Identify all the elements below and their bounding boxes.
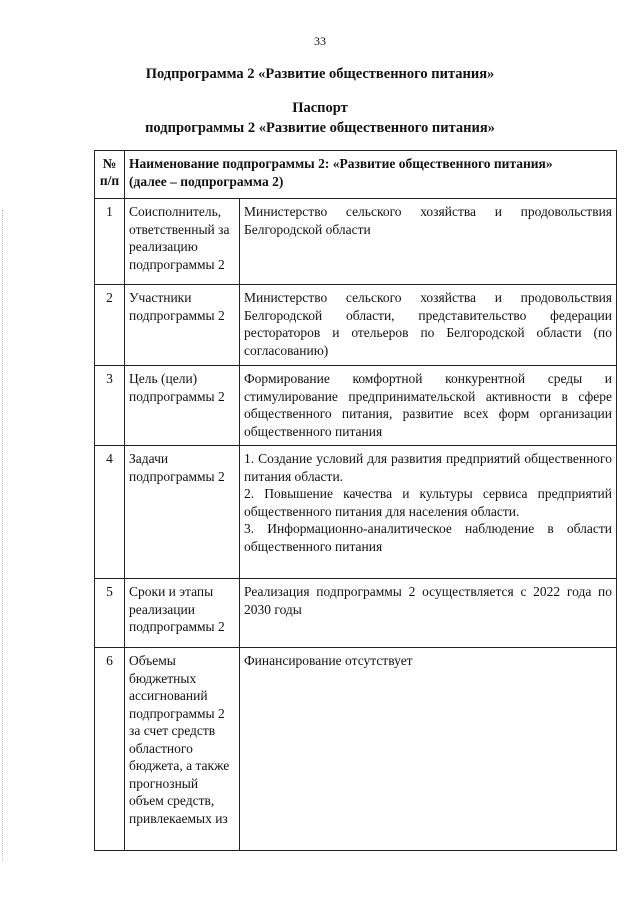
row-label: Цель (цели) подпрограммы 2 [125,366,240,446]
row-content [240,446,617,579]
row-number: 3 [95,366,125,446]
row-number: 6 [95,648,125,851]
row-label: Сроки и этапы реализации подпрограммы 2 [125,579,240,648]
document-title: Подпрограмма 2 «Развитие общественного питания» [145,66,495,82]
page-number: 33 [314,34,326,48]
table-row [95,579,617,648]
header-name-cell [125,151,617,199]
header-name-line2: (далее – подпрограмма 2) [129,173,284,189]
row-label: Задачи подпрограммы 2 [125,446,240,579]
table-row [95,648,617,851]
row-content: Министерство сельского хозяйства и продовольствия Белгородской области, представительство федерации рестораторов и отельеров по Белгородской области (по согласованию) [240,285,617,366]
header-number-abbr: п/п [99,173,120,188]
row-number: 4 [95,446,125,579]
header-number-cell [95,151,125,199]
row-label: Объемы бюджетных ассигнований подпрограммы 2 за счет средств областного бюджета, а также прогнозный объем средств, привлекаемых из [125,648,240,851]
table-row [95,199,617,285]
task-item: 3. Информационно-аналитическое наблюдение в области общественного питания [244,521,613,554]
passport-table [94,150,617,851]
row-content: Министерство сельского хозяйства и продовольствия Белгородской области [240,199,617,285]
header-name-line1: Наименование подпрограммы 2: «Развитие общественного питания» [129,156,553,171]
task-item: 1. Создание условий для развития предприятий общественного питания области. [244,451,613,484]
row-number: 5 [95,579,125,648]
table-header-row [95,151,617,199]
row-number: 1 [95,199,125,285]
row-label: Участники подпрограммы 2 [125,285,240,366]
passport-title: Паспорт [292,100,348,116]
table-row [95,446,617,579]
row-number: 2 [95,285,125,366]
row-content: Реализация подпрограммы 2 осуществляется с 2022 года по 2030 годы [240,579,617,648]
passport-subtitle: подпрограммы 2 «Развитие общественного питания» [145,120,495,136]
row-label: Соисполнитель, ответственный за реализацию подпрограммы 2 [125,199,240,285]
header-number-symbol: № [102,156,117,171]
scan-margin-line [2,210,4,860]
table-row [95,285,617,366]
table-row [95,366,617,446]
row-content: Формирование комфортной конкурентной среды и стимулирование предпринимательской активности в сфере общественного питания, развитие всех форм организации общественного питания [240,366,617,446]
task-item: 2. Повышение качества и культуры сервиса предприятий общественного питания для населения области. [244,486,613,519]
row-content: Финансирование отсутствует [240,648,617,851]
